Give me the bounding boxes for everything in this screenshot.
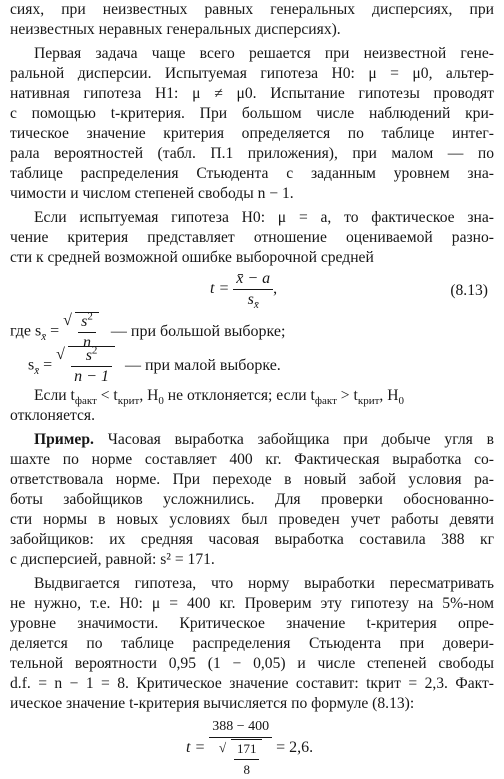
text-frag: , H (139, 387, 159, 404)
where-den: n (83, 334, 92, 351)
formula-comma: , (273, 280, 278, 298)
text-line: ическое значение t-критерия вычисляется по формуле (8.13): (10, 695, 415, 712)
text-line: d.f. = n − 1 = 8. Критическое значение составит: tкрит = 2,3. Факт- (10, 675, 494, 692)
text-line: тельной вероятности 0,95 (1 − 0,05) и числе степеней свободы (10, 655, 494, 672)
text-line: Первая задача чаще всего решается при неизвестной гене- (34, 45, 494, 62)
text-line (34, 386, 494, 406)
where-prefix: где s (10, 322, 42, 340)
where-sub: x̄ (34, 364, 40, 377)
sub-frag: крит (357, 395, 380, 408)
formula-fraction (233, 270, 273, 312)
sqrt-sign: √ $\frac{s^2}{n - 1}$ (56, 346, 115, 386)
example-label: Пример. (34, 431, 94, 448)
where-sub: x̄ (41, 330, 47, 343)
text-frag: не отклоняется; если t (163, 387, 315, 404)
text-line: ральной дисперсии. Испытуемая гипотеза H0: μ = μ0, альтер- (10, 65, 494, 82)
text-frag: < t (96, 387, 118, 404)
text-line: с дисперсией, равной: s² = 171. (10, 551, 215, 568)
formula-numerator: 388 − 400 (209, 718, 272, 738)
sqrt-sign: √ $\frac{171}{8}$ (219, 739, 263, 779)
formula-numerator: x̄ − a (233, 270, 273, 290)
text-line: сти к средней возможной ошибке выборочной средней (10, 249, 374, 266)
den-num: 171 (234, 740, 260, 760)
text-frag: , H (379, 387, 399, 404)
sub-frag: факт (74, 395, 97, 408)
formula-8-13 (210, 270, 278, 312)
where-num: s (81, 313, 88, 330)
where-eq: = (50, 322, 60, 340)
where-small-sample (28, 346, 281, 386)
text-line: сти нормы в новых условиях был проведен учет работы девяти (10, 511, 494, 528)
formula-denominator-sub: x̄ (253, 299, 259, 312)
den-den: 8 (243, 762, 250, 777)
text-line: таблице распределения Стьюдента с заданным уровнем зна- (10, 165, 494, 182)
text-line: сиях, при неизвестных равных генеральных дисперсиях, при (10, 1, 494, 18)
text-line: шахте по норме составляет 400 кг. Фактическая выработка со- (10, 451, 494, 468)
text-line: Если испытуемая гипотеза H0: μ = a, то фактическое зна- (34, 209, 494, 226)
formula-denominator (233, 290, 273, 312)
text-line: рала вероятностей (табл. П.1 приложения), при малом — по (10, 145, 494, 162)
formula-denominator (209, 738, 272, 779)
text-line: неизвестных неравных генеральных дисперсиях). (10, 21, 341, 38)
text-line: ответствовала норме. При переходе в новый забой условия ра- (10, 471, 494, 488)
text-line: Выдвигается гипотеза, что норму выработки пересматривать (34, 575, 494, 592)
where-prefix: s (28, 356, 35, 374)
formula-denominator-s: s (247, 291, 254, 308)
text-line: уровне значимости. Критическое значение t-критерия опре- (10, 615, 494, 632)
text-line: не нужно, т.е. H0: μ = 400 кг. Проверим эту гипотезу на 5%-ном (10, 595, 494, 612)
where-text: — при малой выборке. (124, 356, 281, 374)
text-line: забойщиков: их средняя часовая выработка составила 388 кг (10, 531, 494, 548)
text-line: нативная гипотеза H1: μ ≠ μ0. Испытание гипотезы проводят (10, 85, 494, 102)
formula-final (186, 718, 313, 779)
text-line: деляется по таблице распределения Стьюдента при довери- (10, 635, 494, 652)
sub-frag: 0 (398, 395, 404, 408)
text-frag: Если t (34, 387, 75, 404)
sqrt-sign: √ $\frac{s^2}{n}$ (63, 312, 99, 352)
text-line: боты забойщиков усложнились. Для проверки обоснованно- (10, 491, 494, 508)
formula-result: = 2,6. (276, 739, 314, 757)
text-frag: Часовая выработка забойщика при добыче угля в (93, 431, 494, 448)
text-line: тическое значение критерия определяется по таблице интег- (10, 125, 494, 142)
text-line: чение критерия представляет отношение оцениваемой разно- (10, 229, 494, 246)
sub-frag: крит (117, 395, 140, 408)
where-den: n − 1 (74, 368, 109, 385)
formula-lhs: t = (210, 280, 230, 298)
example-first-line (34, 430, 494, 450)
sub-frag: 0 (158, 395, 164, 408)
text-line: отклоняется. (10, 407, 95, 424)
sub-frag: факт (314, 395, 337, 408)
where-eq: = (43, 356, 53, 374)
where-num-sup: 2 (87, 310, 93, 323)
formula-fraction (209, 718, 272, 779)
where-text: — при большой выборке; (110, 322, 286, 340)
where-num: s (85, 347, 92, 364)
text-line: с помощью t-критерия. При большом числе наблюдений кри- (10, 105, 494, 122)
equation-number: (8.13) (450, 282, 488, 299)
text-line: чимости и числом степеней свободы n − 1. (10, 185, 294, 202)
where-num-sup: 2 (91, 344, 98, 357)
text-frag: > t (336, 387, 358, 404)
formula-lhs: t = (186, 739, 206, 757)
